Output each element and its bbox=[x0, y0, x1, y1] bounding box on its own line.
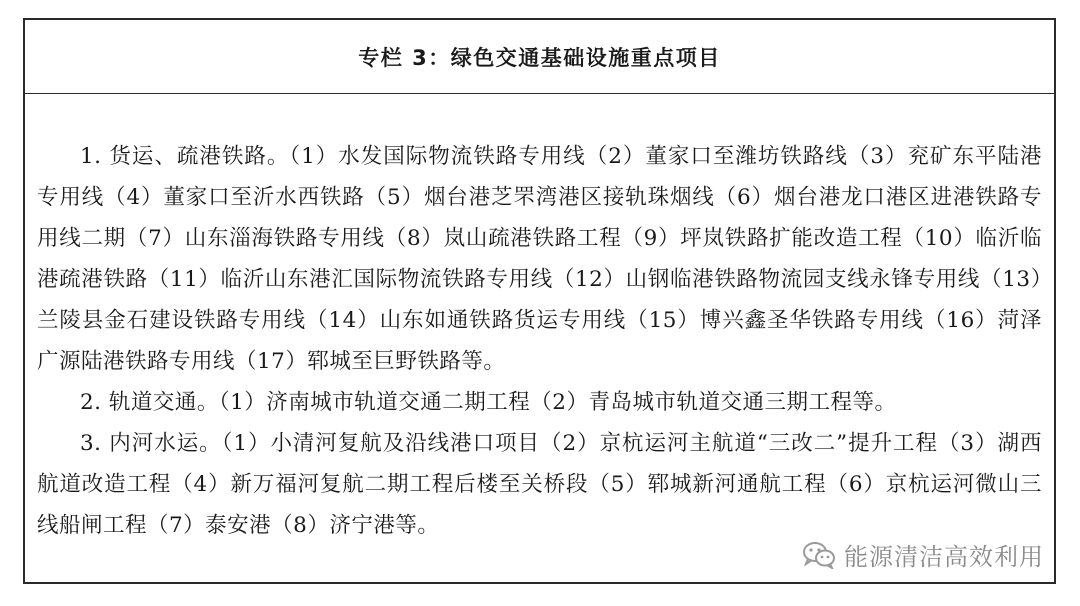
box-header bbox=[25, 20, 1054, 94]
paragraph-inland-waterway: 3. 内河水运。（1）小清河复航及沿线港口项目（2）京杭运河主航道“三改二”提升工程（3）湖西航道改造工程（4）新万福河复航二期工程后楼至关桥段（5）郓城新河通航工程（6）京杭运河微山三线船闸工程（7）泰安港（8）济宁港等。 bbox=[37, 431, 1042, 538]
watermark-text: 能源清洁高效利用 bbox=[844, 543, 1044, 571]
watermark bbox=[802, 537, 1044, 572]
paragraph-freight-railway: 1. 货运、疏港铁路。（1）水发国际物流铁路专用线（2）董家口至潍坊铁路线（3）兖矿东平陆港专用线（4）董家口至沂水西铁路（5）烟台港芝罘湾港区接轨珠烟线（6）烟台港龙口港区进港铁路专用线二期（7）山东淄海铁路专用线（8）岚山疏港铁路工程（9）坪岚铁路扩能改造工程（10）临沂临港疏港铁路（11）临沂山东港汇国际物流铁路专用线（12）山钢临港铁路物流园支线永锋专用线（13）兰陵县金石建设铁路专用线（14）山东如通铁路货运专用线（15）博兴鑫圣华铁路专用线（16）菏泽广源陆港铁路专用线（17）郓城至巨野铁路等。 bbox=[37, 144, 1042, 374]
box-content bbox=[25, 94, 1054, 546]
box-title: 专栏 3：绿色交通基础设施重点项目 bbox=[358, 45, 721, 70]
feature-box bbox=[23, 18, 1056, 584]
paragraph-rail-transit: 2. 轨道交通。（1）济南城市轨道交通二期工程（2）青岛城市轨道交通三期工程等。 bbox=[80, 390, 897, 415]
wechat-icon bbox=[802, 541, 836, 569]
